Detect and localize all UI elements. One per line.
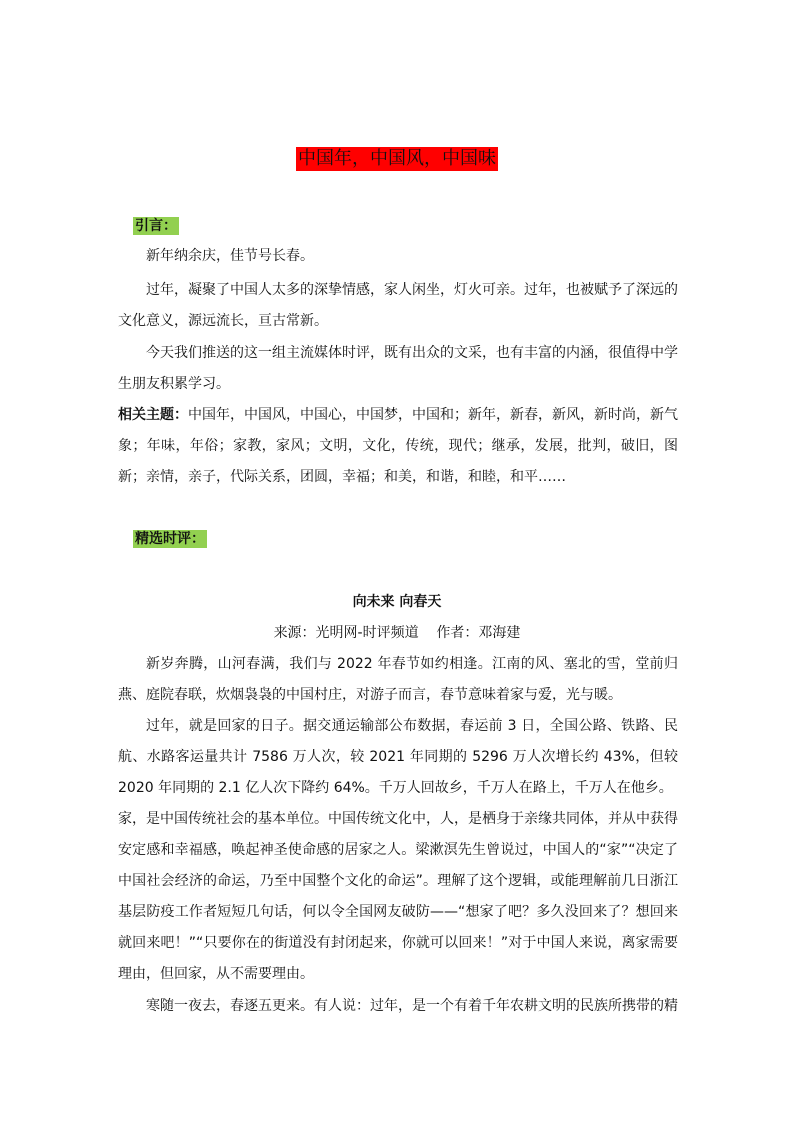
- title-block: [0, 147, 794, 171]
- article-paragraph-4: 寒随一夜去，春逐五更来。有人说：过年，是一个有着千年农耕文明的民族所携带的精: [146, 998, 678, 1014]
- article-meta: 来源：光明网-时评频道 作者：邓海建: [273, 625, 521, 641]
- topics-paragraph: [118, 400, 678, 493]
- intro-paragraph-2: 过年，凝聚了中国人太多的深挚情感，家人闲坐，灯火可亲。过年，也被赋予了深远的文化意义，源远流长，亘古常新。: [118, 282, 678, 329]
- article-paragraph-2: 过年，就是回家的日子。据交通运输部公布数据，春运前 3 日，全国公路、铁路、民航、水路客运量共计 7586 万人次，较 2021 年同期的 5296 万人次增长约 43%，但较 2020 年同期的 2.1 亿人次下降约 64%。千万人回故乡，千万人在路上，千万人在他乡。: [118, 718, 678, 796]
- article-title: 向未来 向春天: [352, 594, 442, 610]
- intro-paragraph-3: 今天我们推送的这一组主流媒体时评，既有出众的文采，也有丰富的内涵，很值得中学生朋友积累学习。: [118, 345, 678, 392]
- featured-label: 精选时评：: [135, 531, 205, 547]
- page-title: 中国年，中国风，中国味: [298, 148, 496, 169]
- article-paragraph-1: 新岁奔腾，山河春满，我们与 2022 年春节如约相逢。江南的风、塞北的雪，堂前归燕、庭院春联，炊烟袅袅的中国村庄，对游子而言，春节意味着家与爱，光与暖。: [118, 656, 678, 703]
- intro-label: 引言：: [135, 218, 177, 234]
- intro-paragraph-1: 新年纳余庆，佳节号长春。: [146, 248, 314, 264]
- topics-label: 相关主题：: [118, 407, 188, 423]
- article-paragraph-3: 家，是中国传统社会的基本单位。中国传统文化中，人，是栖身于亲缘共同体，并从中获得安定感和幸福感，唤起神圣使命感的居家之人。梁漱溟先生曾说过，中国人的“家”“决定了中国社会经济的命运，乃至中国整个文化的命运”。理解了这个逻辑，或能理解前几日浙江基层防疫工作者短短几句话，何以令全国网友破防——“想家了吧？多久没回来了？想回来就回来吧！”“只要你在的街道没有封闭起来，你就可以回来！”对于中国人来说，离家需要理由，但回家，从不需要理由。: [118, 811, 678, 982]
- topics-text: 中国年，中国风，中国心，中国梦，中国和；新年，新春，新风，新时尚，新气象；年味，年俗；家教，家风；文明，文化，传统，现代；继承，发展，批判，破旧，图新；亲情，亲子，代际关系，团圆，幸福；和美，和谐，和睦，和平……: [118, 407, 678, 485]
